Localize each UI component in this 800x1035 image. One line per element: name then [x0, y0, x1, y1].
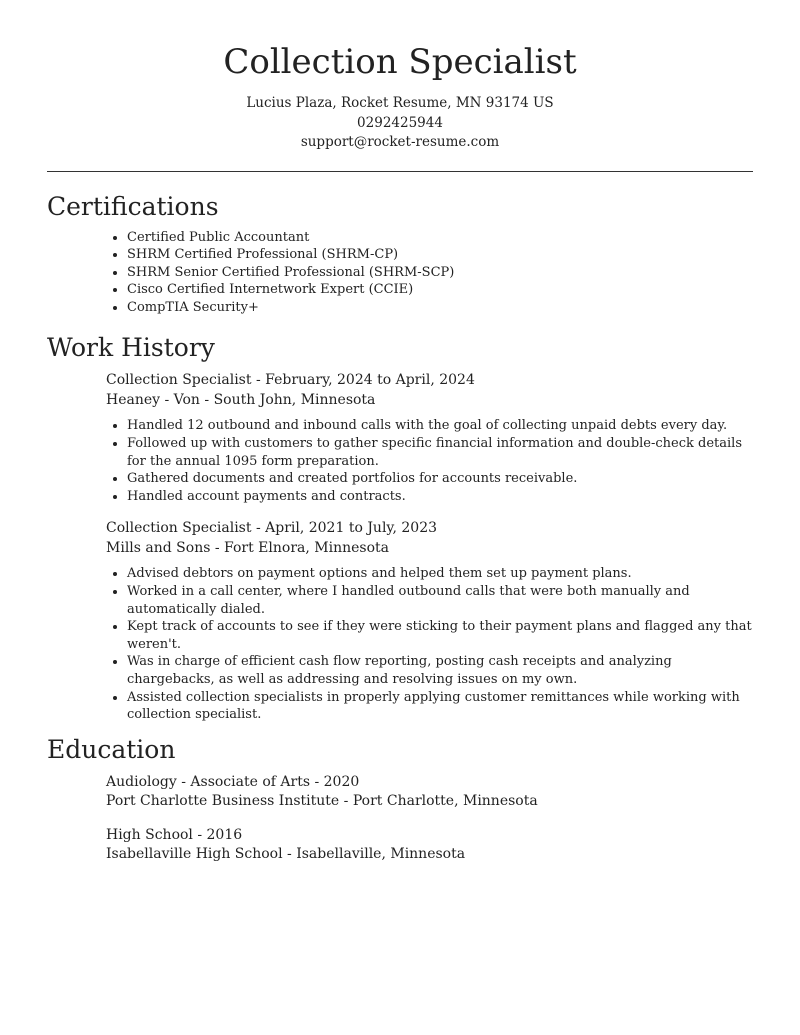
job-entry [106, 371, 753, 505]
education-header [106, 826, 753, 865]
contact-info [47, 94, 753, 153]
header-divider [47, 171, 753, 172]
work-history-section [47, 332, 753, 723]
address-text: Lucius Plaza, Rocket Resume, MN 93174 US [246, 95, 554, 111]
list-item: • SHRM Senior Certified Professional (SHRM-SCP) [127, 264, 753, 282]
job-role-line: Collection Specialist - April, 2021 to July, 2023 [106, 520, 438, 537]
job-company-line: Mills and Sons - Fort Elnora, Minnesota [106, 539, 389, 556]
certifications-heading: Certifications [47, 191, 219, 221]
job-role-line: Collection Specialist - February, 2024 to April, 2024 [106, 372, 475, 389]
certifications-list [47, 229, 753, 317]
education-school-line: Isabellaville High School - Isabellaville, Minnesota [106, 846, 466, 863]
list-item: • Certified Public Accountant [127, 229, 753, 247]
list-item: • Worked in a call center, where I handled outbound calls that were both manually and automatically dialed. [127, 583, 753, 618]
list-item: • SHRM Certified Professional (SHRM-CP) [127, 246, 753, 264]
education-header [106, 773, 753, 812]
job-company-line: Heaney - Von - South John, Minnesota [106, 391, 376, 408]
education-section [47, 734, 753, 865]
list-item: • CompTIA Security+ [127, 299, 753, 317]
certifications-section [47, 191, 753, 317]
resume-header [47, 0, 753, 153]
education-entry [106, 826, 753, 865]
list-item: • Kept track of accounts to see if they were sticking to their payment plans and flagged any that weren't. [127, 618, 753, 653]
list-item: • Was in charge of efficient cash flow reporting, posting cash receipts and analyzing chargebacks, as well as addressing and resolving issues on my own. [127, 653, 753, 688]
job-entry [106, 519, 753, 723]
list-item: • Advised debtors on payment options and helped them set up payment plans. [127, 565, 753, 583]
phone-text: 0292425944 [357, 114, 443, 131]
email-text: support@rocket-resume.com [300, 134, 500, 150]
education-degree-line: Audiology - Associate of Arts - 2020 [106, 773, 360, 790]
list-item: • Cisco Certified Internetwork Expert (CCIE) [127, 281, 753, 299]
list-item: • Handled account payments and contracts. [127, 488, 753, 506]
job-bullets [106, 417, 753, 505]
education-heading: Education [47, 734, 176, 764]
list-item: • Followed up with customers to gather specific financial information and double-check details for the annual 1095 form preparation. [127, 435, 753, 470]
job-bullets [106, 565, 753, 723]
job-header [106, 371, 753, 410]
education-degree-line: High School - 2016 [106, 826, 243, 843]
work-history-heading: Work History [47, 333, 215, 363]
page-title: Collection Specialist [223, 42, 577, 82]
list-item: • Handled 12 outbound and inbound calls with the goal of collecting unpaid debts every day. [127, 417, 753, 435]
education-school-line: Port Charlotte Business Institute - Port Charlotte, Minnesota [106, 793, 538, 810]
list-item: • Assisted collection specialists in properly applying customer remittances while working with collection specialist. [127, 689, 753, 724]
job-header [106, 519, 753, 558]
list-item: • Gathered documents and created portfolios for accounts receivable. [127, 470, 753, 488]
education-entry [106, 773, 753, 812]
